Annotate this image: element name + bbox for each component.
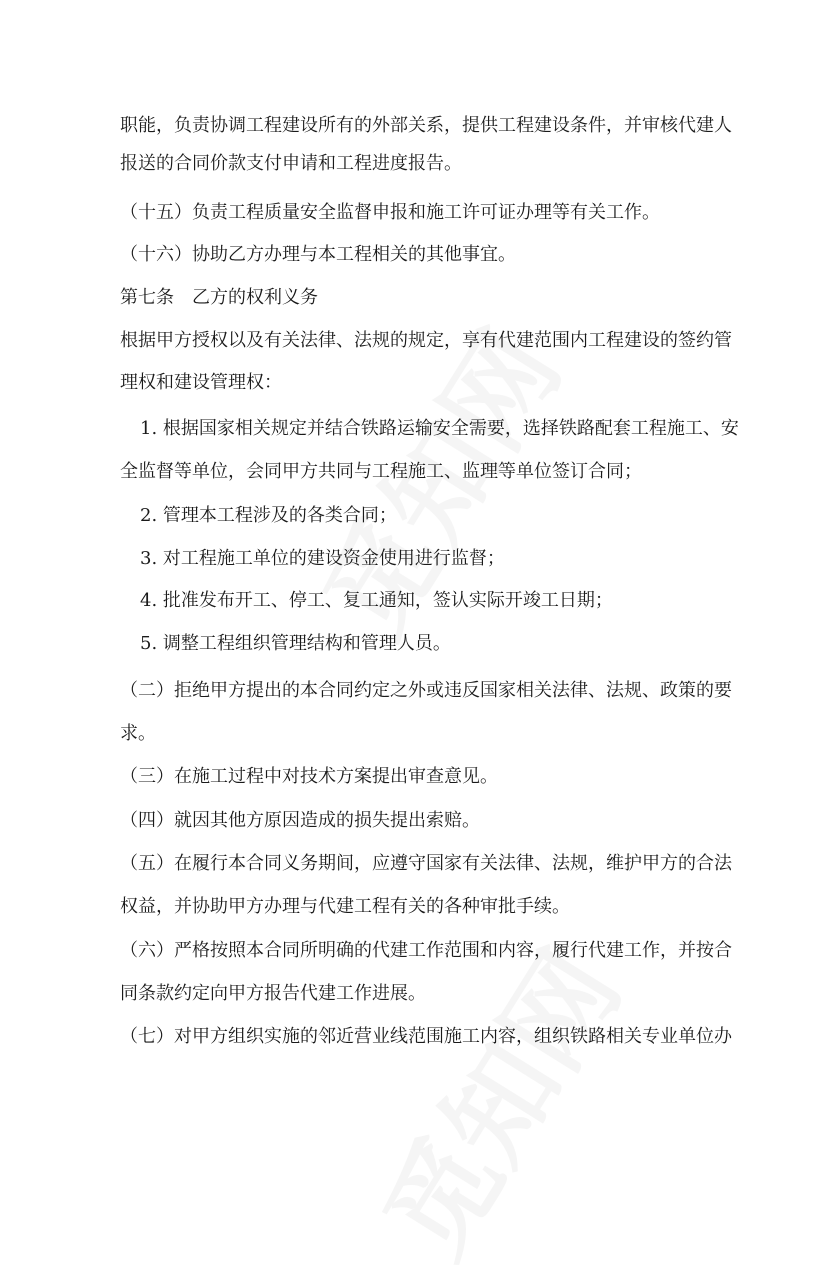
watermark: [341, 917, 650, 1281]
paragraph-line: （六）严格按照本合同所明确的代建工作范围和内容，履行代建工作，并按合: [120, 940, 732, 961]
paragraph-line: 职能，负责协调工程建设所有的外部关系，提供工程建设条件，并审核代建人: [120, 115, 732, 136]
paragraph-line: 全监督等单位，会同甲方共同与工程施工、监理等单位签订合同；: [120, 461, 642, 482]
paragraph-line: （二）拒绝甲方提出的本合同约定之外或违反国家相关法律、法规、政策的要: [120, 680, 732, 701]
paragraph-line: 权益，并协助甲方办理与代建工程有关的各种审批手续。: [120, 896, 570, 917]
paragraph-line: 理权和建设管理权：: [120, 372, 282, 393]
list-item: 5. 调整工程组织管理结构和管理人员。: [140, 633, 451, 654]
list-item: 2. 管理本工程涉及的各类合同；: [140, 505, 397, 526]
section-heading: 第七条 乙方的权利义务: [120, 287, 318, 308]
paragraph-line: （五）在履行本合同义务期间，应遵守国家有关法律、法规，维护甲方的合法: [120, 853, 732, 874]
paragraph-line: 同条款约定向甲方报告代建工作进展。: [120, 983, 426, 1004]
list-item: 1. 根据国家相关规定并结合铁路运输安全需要，选择铁路配套工程施工、安: [140, 418, 739, 439]
paragraph-line: （七）对甲方组织实施的邻近营业线范围施工内容，组织铁路相关专业单位办: [120, 1026, 732, 1047]
paragraph-line: （十五）负责工程质量安全监督申报和施工许可证办理等有关工作。: [120, 202, 660, 223]
paragraph-line: 求。: [120, 723, 156, 744]
list-item: 4. 批准发布开工、停工、复工通知，签认实际开竣工日期；: [140, 590, 613, 611]
paragraph-line: （三）在施工过程中对技术方案提出审查意见。: [120, 766, 498, 787]
list-item: 3. 对工程施工单位的建设资金使用进行监督；: [140, 548, 505, 569]
paragraph-line: 报送的合同价款支付申请和工程进度报告。: [120, 153, 462, 174]
paragraph-line: （四）就因其他方原因造成的损失提出索赔。: [120, 810, 480, 831]
paragraph-line: （十六）协助乙方办理与本工程相关的其他事宜。: [120, 244, 516, 265]
paragraph-line: 根据甲方授权以及有关法律、法规的规定，享有代建范围内工程建设的签约管: [120, 330, 732, 351]
